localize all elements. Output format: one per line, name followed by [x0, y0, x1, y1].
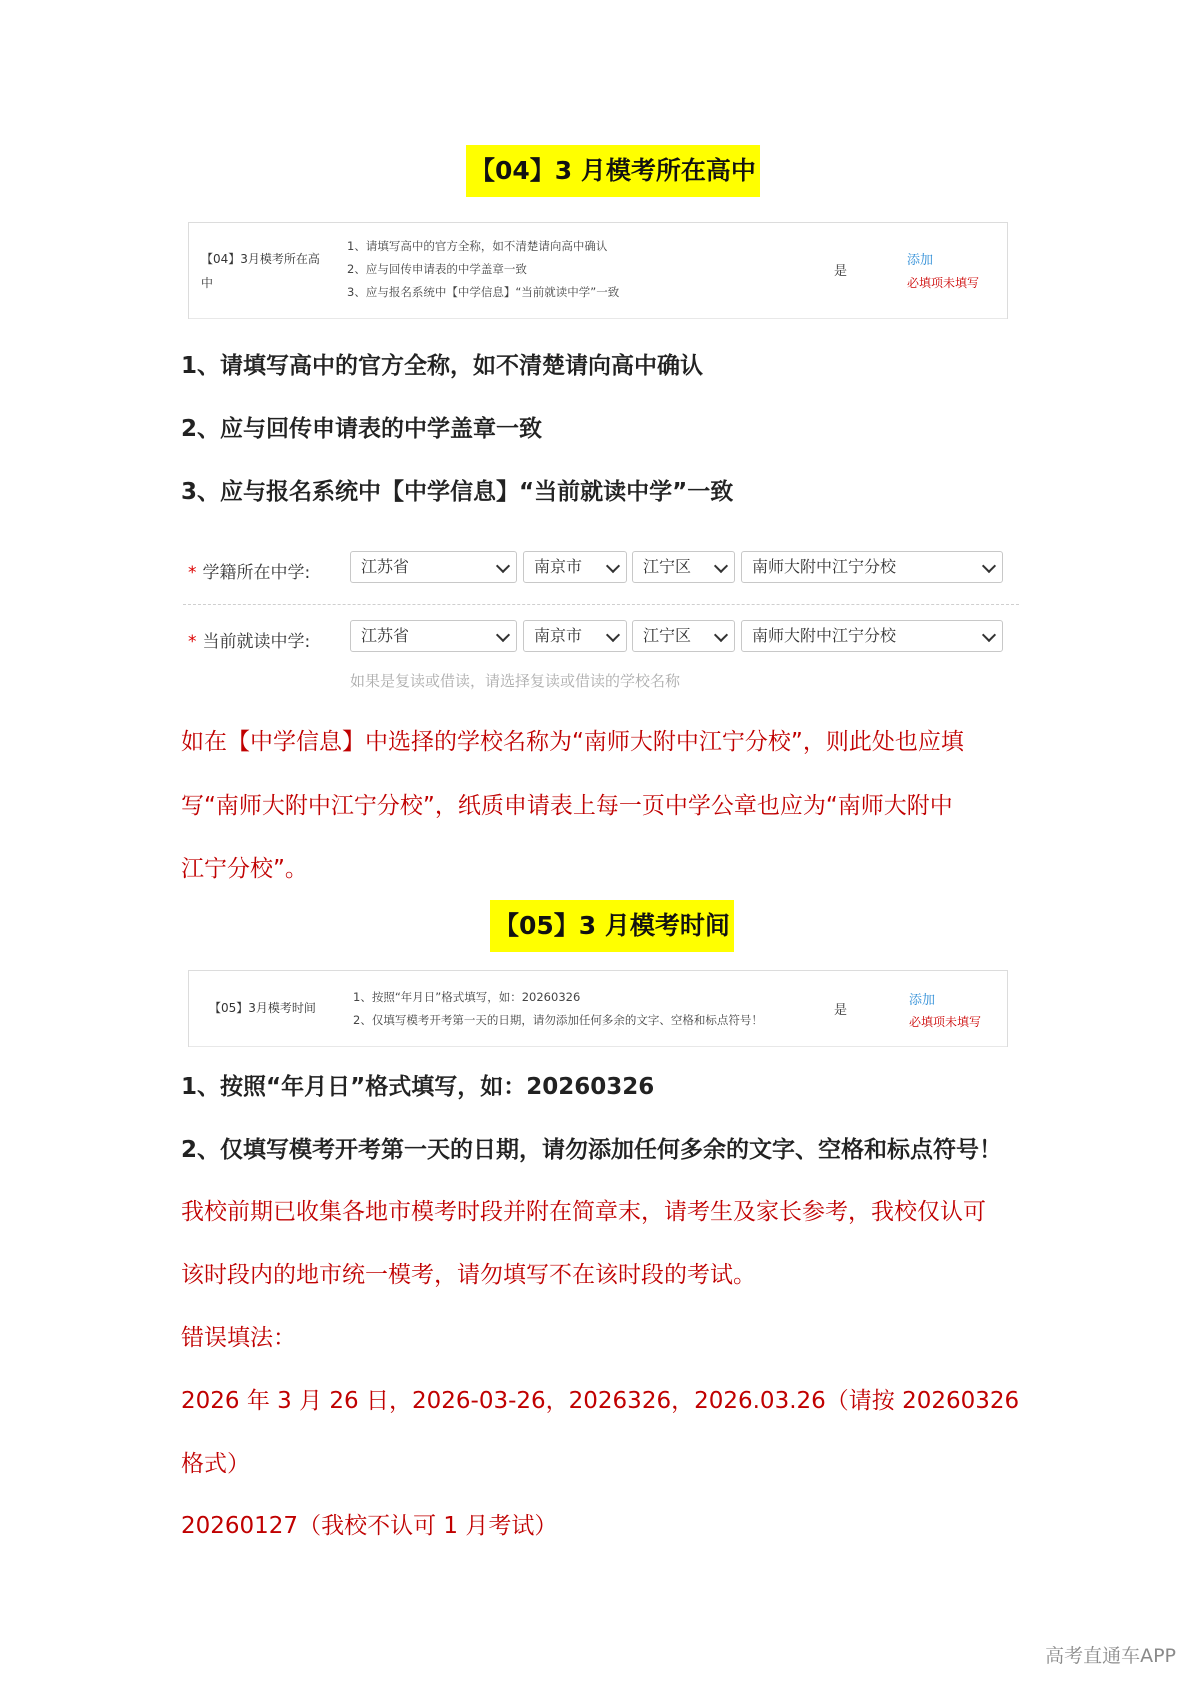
chevron-down-icon	[496, 559, 510, 573]
city-value: 南京市	[534, 557, 583, 576]
district-select[interactable]	[632, 551, 735, 583]
required-status: 必填项未填写	[907, 276, 980, 290]
table-required-flag: 是	[834, 1003, 848, 1018]
district-select[interactable]	[632, 620, 735, 652]
add-link[interactable]: 添加	[907, 253, 934, 268]
school-value: 南师大附中江宁分校	[752, 557, 897, 576]
instruction-line: 2、应与回传申请表的中学盖章一致	[181, 416, 543, 442]
district-value: 江宁区	[643, 557, 692, 576]
footer-brand: 高考直通车APP	[1045, 1645, 1176, 1667]
requirement-item: 3、应与报名系统中【中学信息】“当前就读中学”一致	[347, 285, 620, 299]
section-05-title: 【05】3 月模考时间	[490, 900, 734, 952]
table-field-name: 【04】3月模考所在高中	[201, 252, 320, 290]
section-05-table-row	[188, 970, 1008, 1047]
school-of-record-label	[188, 558, 310, 583]
form-divider	[183, 604, 1019, 605]
chevron-down-icon	[496, 628, 510, 642]
chevron-down-icon	[606, 559, 620, 573]
requirement-item: 2、仅填写模考开考第一天的日期，请勿添加任何多余的文字、空格和标点符号！	[353, 1013, 763, 1027]
note-line: 错误填法：	[181, 1325, 296, 1351]
requirement-item: 1、按照“年月日”格式填写，如：20260326	[353, 990, 581, 1004]
note-line: 如在【中学信息】中选择的学校名称为“南师大附中江宁分校”，则此处也应填	[181, 729, 964, 755]
chevron-down-icon	[982, 628, 996, 642]
city-select[interactable]	[523, 620, 627, 652]
chevron-down-icon	[714, 559, 728, 573]
chevron-down-icon	[714, 628, 728, 642]
table-divider	[189, 1046, 1007, 1047]
chevron-down-icon	[606, 628, 620, 642]
requirement-item: 2、应与回传申请表的中学盖章一致	[347, 262, 527, 276]
chevron-down-icon	[982, 559, 996, 573]
note-line: 江宁分校”。	[181, 856, 308, 882]
required-star: *	[188, 632, 197, 652]
school-select[interactable]	[741, 551, 1003, 583]
form-hint: 如果是复读或借读，请选择复读或借读的学校名称	[350, 672, 681, 690]
current-school-label-text: 当前就读中学:	[202, 632, 311, 652]
school-of-record-label-text: 学籍所在中学:	[202, 563, 311, 583]
current-school-label	[188, 627, 310, 652]
add-link[interactable]: 添加	[909, 993, 936, 1008]
note-line: 该时段内的地市统一模考，请勿填写不在该时段的考试。	[181, 1262, 756, 1288]
instruction-line: 1、请填写高中的官方全称，如不清楚请向高中确认	[181, 353, 704, 379]
city-value: 南京市	[534, 626, 583, 645]
instruction-line: 1、按照“年月日”格式填写，如：20260326	[181, 1074, 655, 1100]
city-select[interactable]	[523, 551, 627, 583]
note-line: 20260127（我校不认可 1 月考试）	[181, 1513, 558, 1539]
instruction-line: 3、应与报名系统中【中学信息】“当前就读中学”一致	[181, 479, 734, 505]
school-value: 南师大附中江宁分校	[752, 626, 897, 645]
note-line: 我校前期已收集各地市模考时段并附在简章末，请考生及家长参考，我校仅认可	[181, 1199, 986, 1225]
table-field-requirements	[353, 986, 763, 1032]
district-value: 江宁区	[643, 626, 692, 645]
instruction-line: 2、仅填写模考开考第一天的日期，请勿添加任何多余的文字、空格和标点符号！	[181, 1137, 1003, 1163]
requirement-item: 1、请填写高中的官方全称，如不清楚请向高中确认	[347, 239, 608, 253]
required-status: 必填项未填写	[909, 1015, 982, 1029]
province-select[interactable]	[350, 620, 517, 652]
province-value: 江苏省	[361, 557, 410, 576]
note-line: 格式）	[181, 1451, 250, 1477]
table-field-name: 【05】3月模考时间	[209, 1001, 316, 1015]
section-04-title: 【04】3 月模考所在高中	[466, 145, 760, 197]
table-divider	[189, 318, 1007, 319]
note-line: 2026 年 3 月 26 日，2026-03-26，2026326，2026.03.26（请按 20260326	[181, 1388, 1020, 1414]
table-field-requirements	[347, 235, 619, 304]
section-04-table-row	[188, 222, 1008, 319]
province-select[interactable]	[350, 551, 517, 583]
note-line: 写“南师大附中江宁分校”，纸质申请表上每一页中学公章也应为“南师大附中	[181, 793, 953, 819]
required-star: *	[188, 563, 197, 583]
table-required-flag: 是	[834, 264, 848, 279]
province-value: 江苏省	[361, 626, 410, 645]
school-select[interactable]	[741, 620, 1003, 652]
